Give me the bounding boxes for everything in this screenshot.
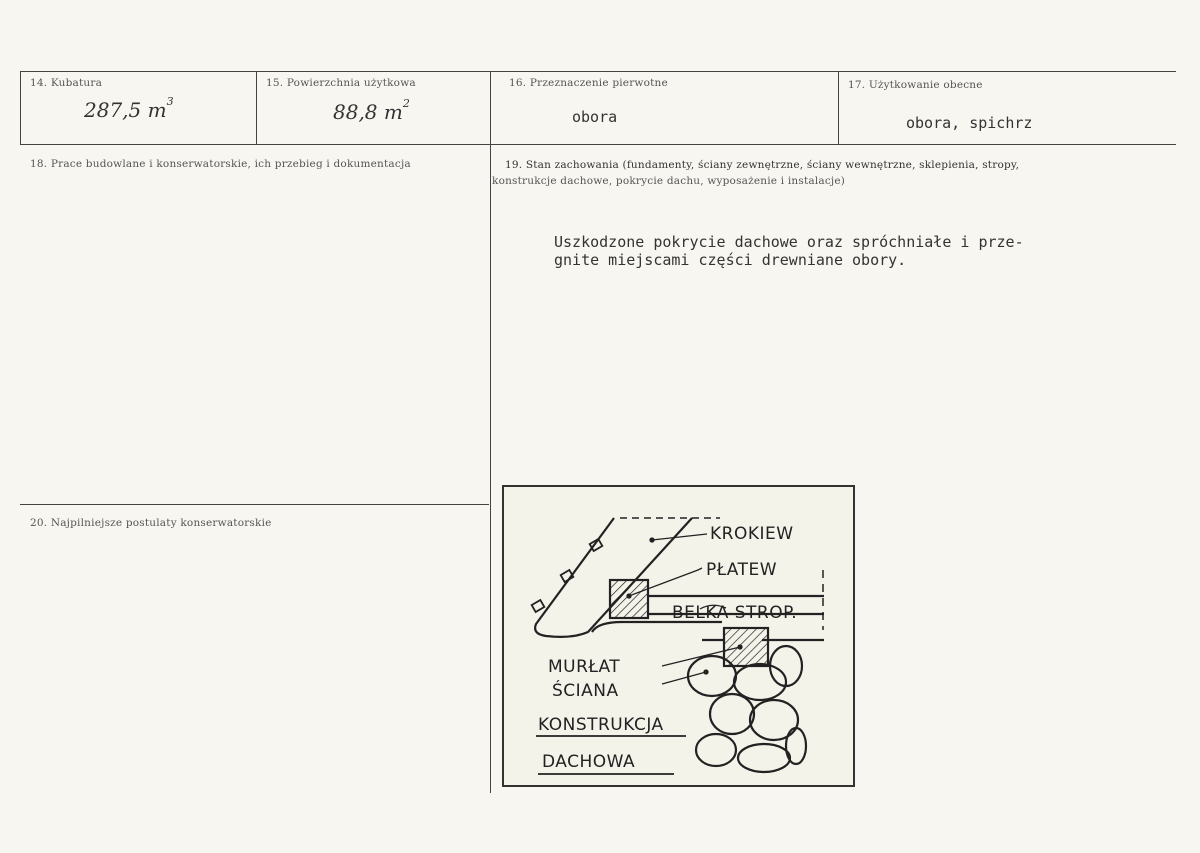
- row2-bottom-line: [20, 504, 489, 505]
- sketch-drawing: [502, 484, 856, 788]
- field-17-value: obora, spichrz: [906, 114, 1033, 132]
- powierzchnia-unit: m: [383, 100, 403, 124]
- field-15-value: [333, 97, 410, 124]
- label-sciana: ŚCIANA: [552, 681, 619, 701]
- field-15-label: 15. Powierzchnia użytkowa: [266, 77, 416, 89]
- label-murlat: MURŁAT: [548, 657, 621, 677]
- field-17-label: 17. Użytkowanie obecne: [848, 79, 983, 91]
- powierzchnia-unit-exp: 2: [402, 97, 410, 111]
- row1-bottom-line: [20, 144, 1176, 145]
- roof-construction-sketch: [502, 484, 856, 788]
- murlat-block: [724, 628, 768, 666]
- platew-block: [610, 580, 648, 618]
- field-14-value: [84, 95, 174, 122]
- divider-14-15: [256, 71, 257, 144]
- label-belka-strop: BELKA STROP.: [672, 603, 798, 623]
- top-border-line: [20, 71, 1176, 72]
- powierzchnia-number: 88,8: [333, 100, 378, 124]
- field-19-label-line1: 19. Stan zachowania (fundamenty, ściany zewnętrzne, ściany wewnętrzne, sklepienia, stropy,: [505, 159, 1020, 171]
- field-19-label-line2: konstrukcje dachowe, pokrycie dachu, wyposażenie i instalacje): [492, 175, 846, 187]
- divider-15-16: [490, 71, 491, 793]
- field-19-text-line1: Uszkodzone pokrycie dachowe oraz spróchniałe i prze-: [554, 233, 1024, 251]
- field-14-label: 14. Kubatura: [30, 77, 103, 89]
- kubatura-number: 287,5: [84, 98, 142, 122]
- left-border-line: [20, 71, 21, 144]
- divider-16-17: [838, 71, 839, 144]
- field-20-label: 20. Najpilniejsze postulaty konserwatorskie: [30, 517, 272, 529]
- sketch-title-line2: DACHOWA: [542, 752, 636, 772]
- label-krokiew: KROKIEW: [710, 524, 794, 544]
- field-18-label: 18. Prace budowlane i konserwatorskie, ich przebieg i dokumentacja: [30, 158, 411, 170]
- label-platew: PŁATEW: [706, 560, 778, 580]
- field-16-value: obora: [572, 108, 618, 126]
- sketch-title-line1: KONSTRUKCJA: [538, 715, 664, 735]
- field-16-label: 16. Przeznaczenie pierwotne: [509, 77, 668, 89]
- field-19-text-line2: gnite miejscami części drewniane obory.: [554, 251, 907, 269]
- kubatura-unit: m: [147, 98, 167, 122]
- kubatura-unit-exp: 3: [166, 95, 174, 109]
